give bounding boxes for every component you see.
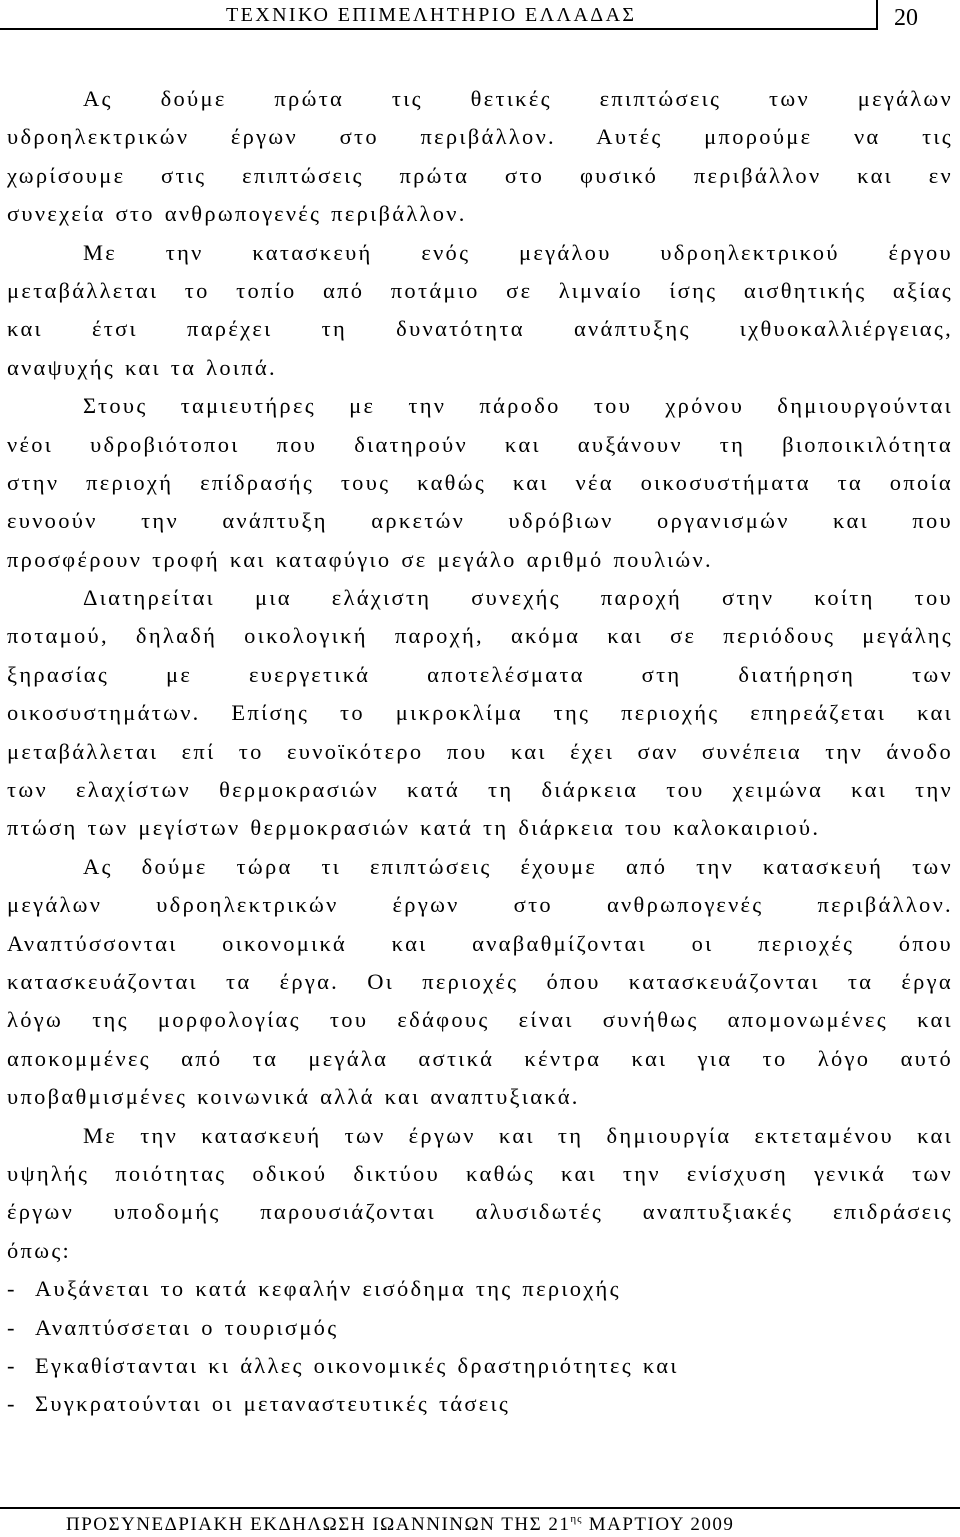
footer-text-after: ΜΑΡΤΙΟΥ 2009 <box>582 1514 735 1535</box>
text-line: και έτσι παρέχει τη δυνατότητα ανάπτυξης ιχθυοκαλλιέργειας, <box>7 316 953 342</box>
text-line: Με την κατασκευή ενός μεγάλου υδροηλεκτρικού έργου <box>83 239 953 265</box>
header-title: ΤΕΧΝΙΚΟ ΕΠΙΜΕΛΗΤΗΡΙΟ ΕΛΛΑΔΑΣ <box>226 4 637 26</box>
list-dash: - <box>7 1391 17 1417</box>
text-line: κατασκευάζονται τα έργα. Οι περιοχές όπου κατασκευάζονται τα έργα <box>7 968 953 994</box>
text-line: υποβαθμισμένες κοινωνικά αλλά και αναπτυξιακά. <box>7 1084 580 1110</box>
list-item <box>7 1347 953 1385</box>
list-item-text: Εγκαθίστανται κι άλλες οικονομικές δραστηριότητες και <box>35 1352 679 1378</box>
text-line: υψηλής ποιότητας οδικού δικτύου καθώς και την ενίσχυση γενικά των <box>7 1160 953 1186</box>
list-dash: - <box>7 1276 17 1302</box>
list-item <box>7 1270 953 1308</box>
text-line: ευνοούν την ανάπτυξη αρκετών υδρόβιων οργανισμών και που <box>7 508 953 534</box>
list-item-text: Συγκρατούνται οι μεταναστευτικές τάσεις <box>35 1391 511 1417</box>
list-item-text: Αυξάνεται το κατά κεφαλήν εισόδημα της περιοχής <box>35 1276 621 1302</box>
footer-text <box>66 1513 734 1536</box>
text-line: Ας δούμε πρώτα τις θετικές επιπτώσεις των μεγάλων <box>83 86 953 111</box>
text-line: Με την κατασκευή των έργων και τη δημιουργία εκτεταμένου και <box>83 1122 953 1148</box>
text-line: ποταμού, δηλαδή οικολογική παροχή, ακόμα και σε περιόδους μεγάλης <box>7 623 953 649</box>
text-line: Ας δούμε τώρα τι επιπτώσεις έχουμε από την κατασκευή των <box>83 853 953 879</box>
text-line: αποκομμένες από τα μεγάλα αστικά κέντρα και για το λόγο αυτό <box>7 1045 953 1071</box>
footer-text-before: ΠΡΟΣΥΝΕΔΡΙΑΚΗ ΕΚΔΗΛΩΣΗ ΙΩΑΝΝΙΝΩΝ ΤΗΣ 21 <box>66 1514 571 1535</box>
list-dash: - <box>7 1352 17 1378</box>
text-line: των ελαχίστων θερμοκρασιών κατά τη διάρκεια του χειμώνα και την <box>7 777 953 803</box>
page-footer <box>0 1507 960 1537</box>
text-line: λόγω της μορφολογίας του εδάφους είναι συνήθως απομονωμένες και <box>7 1007 953 1033</box>
body-text <box>7 80 953 1424</box>
text-line: οικοσυστημάτων. Επίσης το μικροκλίμα της περιοχής επηρεάζεται και <box>7 700 953 726</box>
text-line: νέοι υδροβιότοποι που διατηρούν και αυξάνουν τη βιοποικιλότητα <box>7 431 953 457</box>
footer-superscript: ης <box>570 1513 583 1525</box>
text-line: όπως: <box>7 1237 72 1263</box>
list-item-text: Αναπτύσσεται ο τουρισμός <box>35 1314 339 1340</box>
text-line: έργων υποδομής παρουσιάζονται αλυσιδωτές αναπτυξιακές επιδράσεις <box>7 1199 953 1225</box>
text-line: Στους ταμιευτήρες με την πάροδο του χρόνου δημιουργούνται <box>83 393 953 419</box>
list-item <box>7 1309 953 1347</box>
text-line: Διατηρείται μια ελάχιστη συνεχής παροχή στην κοίτη του <box>83 585 953 611</box>
text-line: συνεχεία στο ανθρωπογενές περιβάλλον. <box>7 201 467 227</box>
text-line: στην περιοχή επίδρασής τους καθώς και νέα οικοσυστήματα τα οποία <box>7 469 953 495</box>
text-line: ξηρασίας με ευεργετικά αποτελέσματα στη διατήρηση των <box>7 661 953 687</box>
text-line: υδροηλεκτρικών έργων στο περιβάλλον. Αυτές μπορούμε να τις <box>7 124 953 150</box>
page-number: 20 <box>894 5 918 31</box>
text-line: μεγάλων υδροηλεκτρικών έργων στο ανθρωπογενές περιβάλλον. <box>7 892 953 918</box>
text-line: χωρίσουμε στις επιπτώσεις πρώτα στο φυσικό περιβάλλον και εν <box>7 162 953 188</box>
text-line: αναψυχής και τα λοιπά. <box>7 354 277 380</box>
text-line: πτώση των μεγίστων θερμοκρασιών κατά τη διάρκεια του καλοκαιριού. <box>7 815 821 841</box>
text-line: Αναπτύσσονται οικονομικά και αναβαθμίζονται οι περιοχές όπου <box>7 930 953 956</box>
list-dash: - <box>7 1314 17 1340</box>
list-item <box>7 1385 953 1423</box>
text-line: προσφέρουν τροφή και καταφύγιο σε μεγάλο αριθμό πουλιών. <box>7 546 713 572</box>
page-header <box>0 0 878 30</box>
text-line: μεταβάλλεται το τοπίο από ποτάμιο σε λιμναίο ίσης αισθητικής αξίας <box>7 277 953 303</box>
text-line: μεταβάλλεται επί το ευνοϊκότερο που και έχει σαν συνέπεια την άνοδο <box>7 738 953 764</box>
